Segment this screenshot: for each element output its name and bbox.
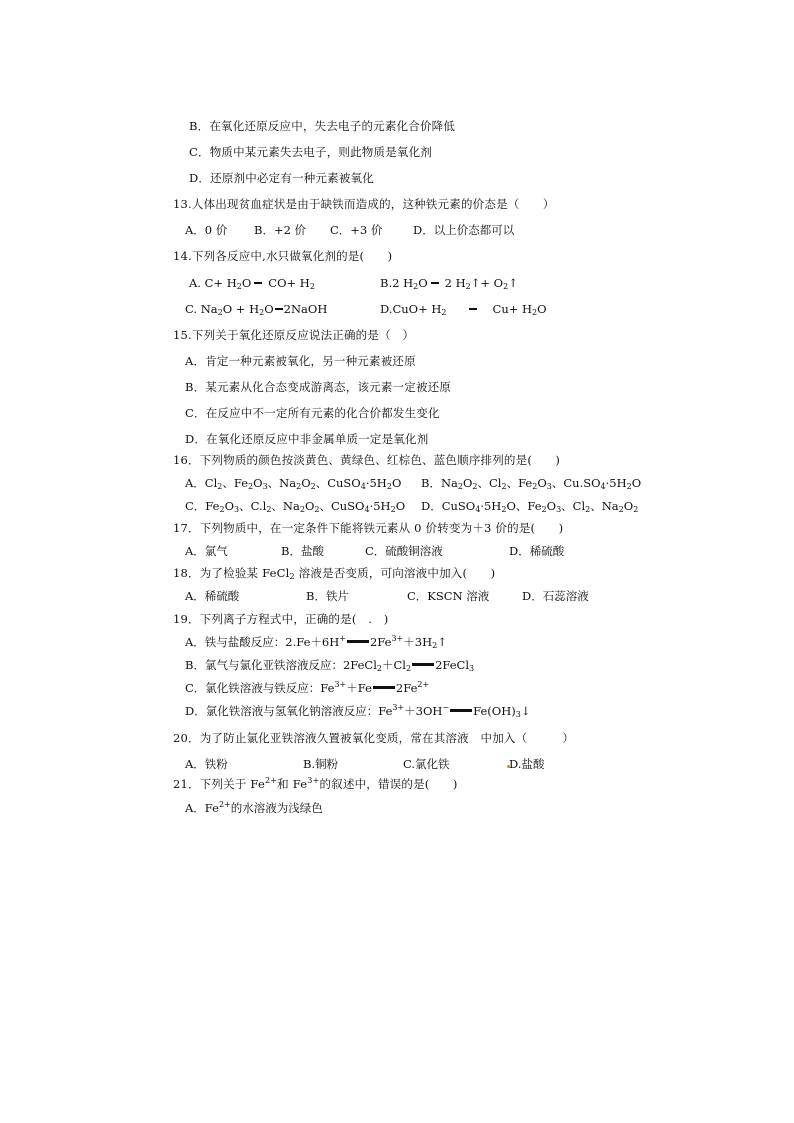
q17-option-c: C．硫酸铜溶液: [365, 544, 443, 558]
q14-option-a: A. $C+ H_2O$ $CO+ H_2$: [189, 276, 315, 291]
q18-stem: 18．为了检验某 FeCl$_2$ 溶液是否变质，可向溶液中加入( ): [173, 566, 496, 581]
q18-option-c: C．KSCN 溶液: [407, 589, 490, 603]
q15-option-d: D．在氧化还原反应中非金属单质一定是氧化剂: [185, 432, 429, 446]
equals-sign: [431, 282, 439, 284]
q13-option-a: A．0 价: [185, 223, 228, 237]
q14-stem: 14.下列各反应中,水只做氧化剂的是( ): [173, 249, 393, 263]
equals-sign: [275, 308, 283, 310]
q13-option-d: D．以上价态都可以: [413, 223, 515, 237]
q18-option-d: D．石蕊溶液: [522, 589, 589, 603]
equals-sign: [412, 663, 434, 666]
q15-option-c: C．在反应中不一定所有元素的化合价都发生变化: [185, 406, 440, 420]
equals-sign: [254, 282, 262, 284]
q19-stem: 19．下列离子方程式中，正确的是( . ): [173, 612, 389, 626]
q21-option-a: A．$Fe^{2+}$的水溶液为浅绿色: [185, 800, 323, 815]
q12-option-c: C．物质中某元素失去电子，则此物质是氧化剂: [189, 145, 432, 159]
q18-option-b: B．铁片: [306, 589, 349, 603]
equals-sign: [450, 709, 472, 712]
q15-option-b: B．某元素从化合态变成游离态，该元素一定被还原: [185, 380, 452, 394]
q16-option-a: A．$Cl_2$、$Fe_2O_3$、$Na_2O_2$、$CuSO_4\cdot 5H_2O$: [185, 476, 402, 491]
q20-option-a: A．铁粉: [185, 757, 228, 771]
q14-option-b: B.2 $H_2O$ 2 $H_2↑+$ $O_2↑$: [380, 276, 518, 291]
q16-option-b: B．$Na_2O_2$、$Cl_2$、$Fe_2O_3$、$Cu.SO_4\cdot 5H_2O$: [421, 476, 642, 491]
q13-option-c: C．+3 价: [330, 223, 383, 237]
q17-option-b: B．盐酸: [281, 544, 324, 558]
q14-option-d: $D.CuO+ H_2$ $Cu+ H_2O$: [380, 302, 547, 317]
q15-stem: 15.下列关于氧化还原反应说法正确的是（ ）: [173, 328, 415, 342]
q13-option-b: B．+2 价: [254, 223, 307, 237]
q17-option-a: A．氯气: [185, 544, 228, 558]
q20-stem: 20．为了防止氯化亚铁溶液久置被氧化变质，常在其溶液 中加入（ ）: [173, 731, 575, 745]
q17-stem: 17．下列物质中，在一定条件下能将铁元素从 0 价转变为＋3 价的是( ): [173, 521, 564, 535]
q13-stem: 13.人体出现贫血症状是由于缺铁而造成的，这种铁元素的价态是（ ）: [173, 197, 555, 211]
q16-option-c: C．$Fe_2O_3$、$C.l_2$、$Na_2O_2$、$CuSO_4\cdot 5H_2O$: [185, 499, 406, 514]
q19-option-c: C．氯化铁溶液与铁反应：$Fe^{3+}+Fe$ $2Fe^{2+}$: [185, 680, 430, 695]
q12-option-d: D．还原剂中必定有一种元素被氧化: [189, 171, 374, 185]
equals-sign: [373, 686, 395, 689]
q12-option-b: B．在氧化还原反应中，失去电子的元素化合价降低: [189, 119, 456, 133]
q17-option-d: D．稀硫酸: [509, 544, 565, 558]
q15-option-a: A．肯定一种元素被氧化，另一种元素被还原: [185, 354, 416, 368]
q16-stem: 16．下列物质的颜色按淡黄色、黄绿色、红棕色、蓝色顺序排列的是( ): [173, 453, 561, 467]
q14-option-c: C. $Na_2O + H_2O$ 2NaOH: [185, 302, 328, 317]
q16-option-d: D．$CuSO_4\cdot 5H_2O$、$Fe_2O_3$、$Cl_2$、$Na_2O_2$: [421, 499, 639, 514]
equals-sign: [469, 308, 477, 310]
q21-stem: 21．下列关于 $Fe^{2+}$和 $Fe^{3+}$的叙述中，错误的是( ): [173, 776, 458, 791]
q18-option-a: A．稀硫酸: [185, 589, 240, 603]
equals-sign: [347, 640, 369, 643]
q20-option-d: D.盐酸: [509, 757, 545, 771]
q19-option-a: A．铁与盐酸反应：2.Fe＋6H+ $2Fe^{3+}+3H_2↑$: [185, 634, 447, 650]
q20-option-c: C.氯化铁: [403, 757, 450, 771]
q20-option-b: B.铜粉: [303, 757, 339, 771]
q19-option-d: D．氯化铁溶液与氢氧化钠溶液反应：$Fe^{3+}+3OH^-$ $Fe(OH)_3↓$: [185, 703, 531, 719]
q19-option-b: B．氯气与氯化亚铁溶液反应：$2FeCl_2+Cl_2$ 2FeCl$_3$: [185, 658, 475, 673]
